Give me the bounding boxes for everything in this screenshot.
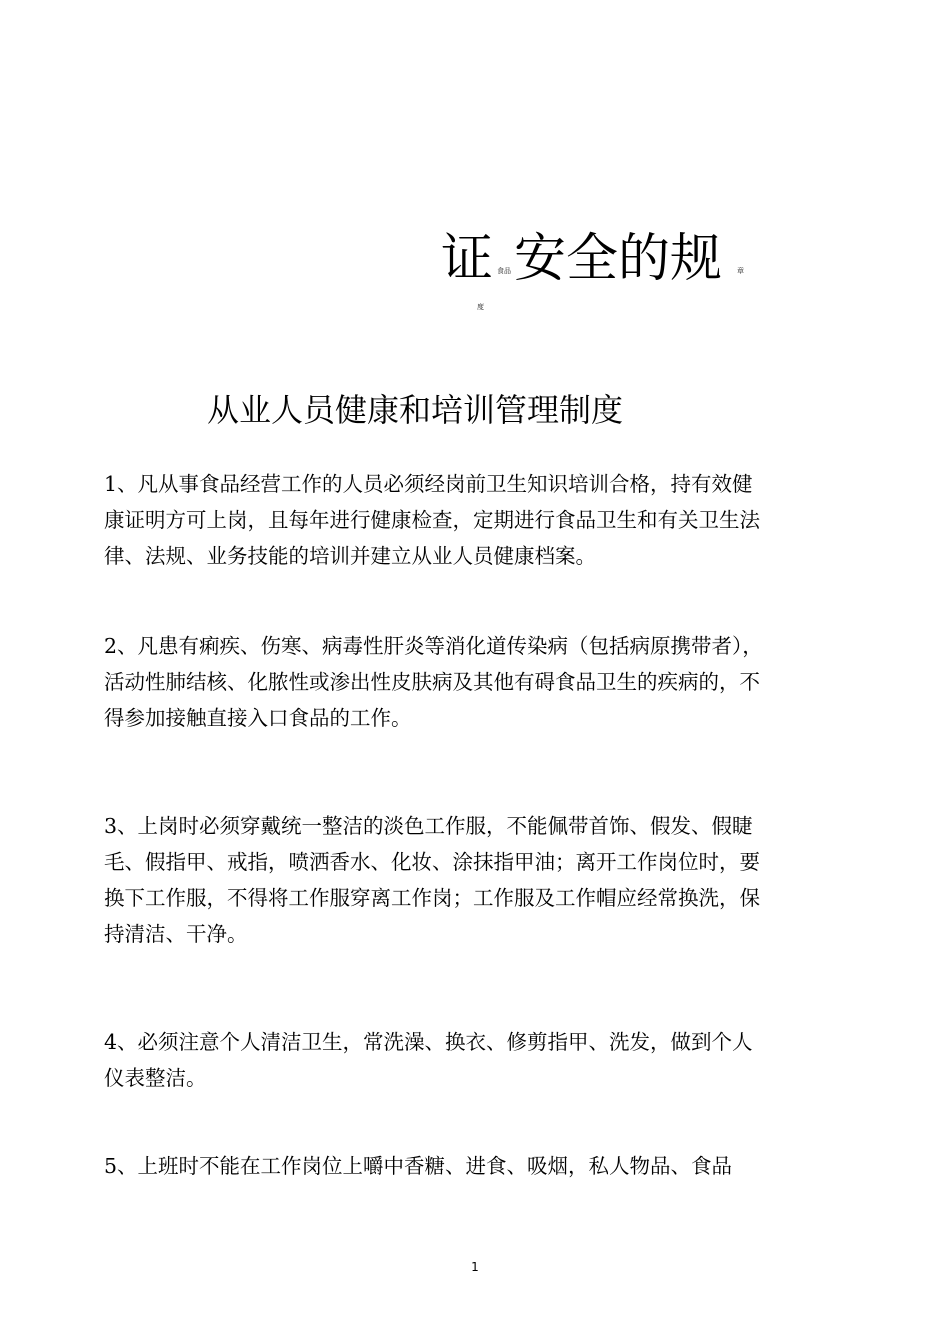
paragraph-5 [104,1148,864,1184]
page-number: 1 [471,1260,479,1274]
header-fragment-small-1: 食品 [497,267,511,275]
paragraph-line: 1、凡从事食品经营工作的人员必须经岗前卫生知识培训合格，持有效健 [104,472,753,496]
paragraph-3 [104,808,864,952]
paragraph-line: 仪表整洁。 [104,1066,207,1090]
paragraph-2 [104,628,864,736]
paragraph-line: 换下工作服，不得将工作服穿离工作岗；工作服及工作帽应经常换洗，保 [104,886,760,910]
paragraph-line: 得参加接触直接入口食品的工作。 [104,706,412,730]
paragraph-line: 4、必须注意个人清洁卫生，常洗澡、换衣、修剪指甲、洗发，做到个人 [104,1030,753,1054]
paragraph-4 [104,1024,864,1096]
paragraph-line: 律、法规、业务技能的培训并建立从业人员健康档案。 [104,544,596,568]
header-fragment-small-2: 章 [737,267,744,275]
paragraph-1 [104,466,864,574]
paragraph-line: 毛、假指甲、戒指，喷洒香水、化妆、涂抹指甲油；离开工作岗位时，要 [104,850,760,874]
document-title: 从业人员健康和培训管理制度 [207,391,624,429]
paragraph-line: 3、上岗时必须穿戴统一整洁的淡色工作服，不能佩带首饰、假发、假睫 [104,814,753,838]
header-fragment-large-1: 证 [441,229,494,289]
header-fragment-small-3: 度 [477,303,484,311]
paragraph-line: 持清洁、干净。 [104,922,248,946]
paragraph-line: 康证明方可上岗，且每年进行健康检查，定期进行食品卫生和有关卫生法 [104,508,760,532]
header-fragment-large-2: 安全的规 [514,229,723,289]
paragraph-line: 2、凡患有痢疾、伤寒、病毒性肝炎等消化道传染病（包括病原携带者）， [104,634,763,658]
paragraph-line: 5、上班时不能在工作岗位上嚼中香糖、进食、吸烟，私人物品、食品 [104,1154,733,1178]
paragraph-line: 活动性肺结核、化脓性或渗出性皮肤病及其他有碍食品卫生的疾病的，不 [104,670,760,694]
